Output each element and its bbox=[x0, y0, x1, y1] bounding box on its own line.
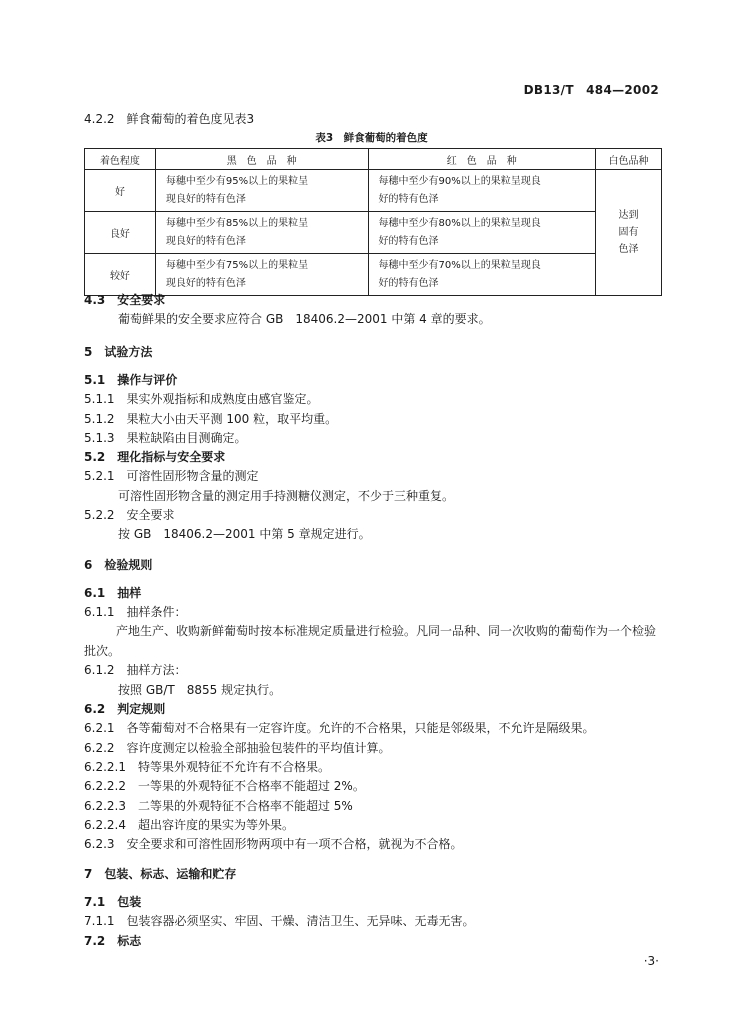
red-cell bbox=[368, 212, 596, 254]
clause-6-1-1: 6.1.1 抽样条件： bbox=[84, 605, 187, 619]
cell-line: 达到 bbox=[618, 210, 639, 221]
clause-6-2-2-3: 6.2.2.3 二等果的外观特征不合格率不能超过 5% bbox=[84, 799, 353, 813]
black-cell bbox=[155, 254, 368, 296]
cell-line: 每穗中至少有70%以上的果粒呈现良 bbox=[378, 259, 541, 271]
black-cell bbox=[155, 170, 368, 212]
red-cell bbox=[368, 254, 596, 296]
header-grade: 着色程度 bbox=[85, 149, 156, 170]
cell-line: 现良好的特有色泽 bbox=[165, 235, 246, 247]
clause-5-1-3: 5.1.3 果粒缺陷由目测确定。 bbox=[84, 431, 247, 445]
clause-6-2: 6.2 判定规则 bbox=[84, 702, 166, 716]
table-row bbox=[85, 212, 662, 254]
cell-line: 每穗中至少有85%以上的果粒呈 bbox=[165, 217, 309, 229]
clause-6-2-2: 6.2.2 容许度测定以检验全部抽验包装件的平均值计算。 bbox=[84, 741, 391, 755]
grade-cell: 良好 bbox=[85, 212, 156, 254]
cell-line: 现良好的特有色泽 bbox=[165, 193, 246, 205]
grade-cell: 较好 bbox=[85, 254, 156, 296]
table-caption: 表3 鲜食葡萄的着色度 bbox=[315, 132, 428, 144]
clause-6-1-2-text: 按照 GB/T 8855 规定执行。 bbox=[118, 683, 282, 697]
clause-6-1-1-text: 产地生产、收购新鲜葡萄时按本标准规定质量进行检验。凡同一品种、同一次收购的葡萄作为一个检验批次。 bbox=[84, 624, 657, 658]
red-cell bbox=[368, 170, 596, 212]
table-row bbox=[85, 170, 662, 212]
clause-6-1: 6.1 抽样 bbox=[84, 586, 142, 600]
clause-7-2: 7.2 标志 bbox=[84, 934, 142, 948]
clause-5-2-1-text: 可溶性固形物含量的测定用手持测糖仪测定，不少于三种重复。 bbox=[118, 489, 455, 503]
cell-line: 现良好的特有色泽 bbox=[165, 277, 246, 289]
clause-7-1: 7.1 包装 bbox=[84, 895, 142, 909]
cell-line: 每穗中至少有80%以上的果粒呈现良 bbox=[378, 217, 541, 229]
page-number: ·3· bbox=[643, 954, 659, 968]
header-red: 红 色 品 种 bbox=[368, 149, 596, 170]
clause-6-2-2-1: 6.2.2.1 特等果外观特征不允许有不合格果。 bbox=[84, 760, 330, 774]
clause-5-2: 5.2 理化指标与安全要求 bbox=[84, 450, 226, 464]
cell-line: 好的特有色泽 bbox=[378, 193, 439, 205]
clause-5-1: 5.1 操作与评价 bbox=[84, 373, 178, 387]
clause-5-2-2: 5.2.2 安全要求 bbox=[84, 508, 175, 522]
cell-line: 好的特有色泽 bbox=[378, 235, 439, 247]
cell-line: 色泽 bbox=[618, 244, 639, 255]
clause-7-1-1: 7.1.1 包装容器必须坚实、牢固、干燥、清洁卫生、无异味、无毒无害。 bbox=[84, 914, 475, 928]
header-white: 白色品种 bbox=[596, 149, 662, 170]
clause-5-2-2-text: 按 GB 18406.2—2001 中第 5 章规定进行。 bbox=[118, 527, 371, 541]
white-cell bbox=[596, 170, 662, 296]
cell-line: 每穗中至少有90%以上的果粒呈现良 bbox=[378, 175, 541, 187]
clause-6-2-3: 6.2.3 安全要求和可溶性固形物两项中有一项不合格，就视为不合格。 bbox=[84, 837, 463, 851]
clause-5-2-1: 5.2.1 可溶性固形物含量的测定 bbox=[84, 469, 259, 483]
clause-4-3: 4.3 安全要求 bbox=[84, 293, 166, 307]
header-black: 黑 色 品 种 bbox=[155, 149, 368, 170]
coloration-table bbox=[84, 148, 662, 296]
cell-line: 好的特有色泽 bbox=[378, 277, 439, 289]
clause-5-1-1: 5.1.1 果实外观指标和成熟度由感官鉴定。 bbox=[84, 392, 319, 406]
clause-4-2-2: 4.2.2 鲜食葡萄的着色度见表3 bbox=[84, 112, 255, 126]
clause-6-1-2: 6.1.2 抽样方法： bbox=[84, 663, 187, 677]
cell-line: 每穗中至少有95%以上的果粒呈 bbox=[165, 175, 309, 187]
standard-number: DB13/T 484—2002 bbox=[523, 83, 659, 97]
section-7-heading: 7 包装、标志、运输和贮存 bbox=[84, 867, 237, 881]
clause-6-2-1: 6.2.1 各等葡萄对不合格果有一定容许度。允许的不合格果，只能是邻级果，不允许是隔级果。 bbox=[84, 721, 595, 735]
black-cell bbox=[155, 212, 368, 254]
table-row bbox=[85, 254, 662, 296]
clause-6-2-2-2: 6.2.2.2 一等果的外观特征不合格率不能超过 2%。 bbox=[84, 779, 365, 793]
clause-4-3-text: 葡萄鲜果的安全要求应符合 GB 18406.2—2001 中第 4 章的要求。 bbox=[118, 312, 491, 326]
cell-line: 每穗中至少有75%以上的果粒呈 bbox=[165, 259, 309, 271]
clause-6-2-2-4: 6.2.2.4 超出容许度的果实为等外果。 bbox=[84, 818, 294, 832]
clause-5-1-2: 5.1.2 果粒大小由天平测 100 粒，取平均重。 bbox=[84, 412, 338, 426]
section-5-heading: 5 试验方法 bbox=[84, 345, 153, 359]
cell-line: 固有 bbox=[618, 227, 639, 238]
table-header-row bbox=[85, 149, 662, 170]
section-6-heading: 6 检验规则 bbox=[84, 558, 153, 572]
grade-cell: 好 bbox=[85, 170, 156, 212]
